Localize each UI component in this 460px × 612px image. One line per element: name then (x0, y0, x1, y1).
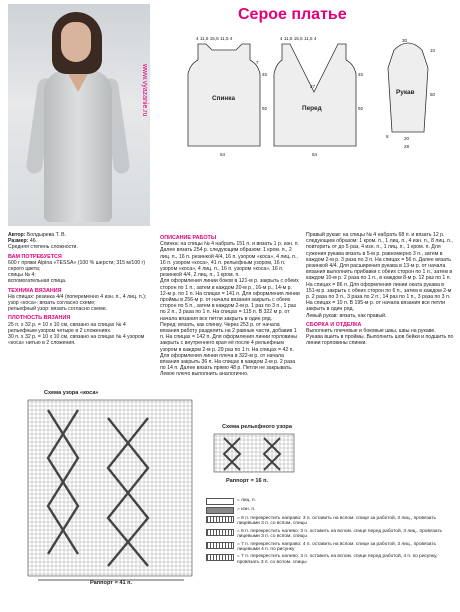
back-bottom-dim: 54 (220, 152, 226, 157)
sleeve-dim-1: 30 (402, 38, 408, 43)
page-title: Серое платье (238, 6, 347, 23)
symbol-legend (206, 498, 458, 567)
legend-item: = изн. п. (206, 507, 458, 514)
front-bottom-dim: 54 (312, 152, 318, 157)
front-neck-dim: 27 (310, 84, 316, 89)
legend-item: = 7 п. перекрестить направо: 4 п. оставить на вспом. спице за работой, 3 лиц., провязать лицевыми 4 п. по рисунку (206, 542, 458, 553)
sleeve-dim-5: 8 (386, 134, 389, 139)
sleeve-dim-6: 28 (404, 144, 410, 149)
back-top-dims: 4 11,5 15,5 11,5 4 (196, 36, 233, 41)
legend-item: = 6 п. перекрестить направо: 3 п. оставить на вспом. спице за работой, 3 лиц., провязать лицевыми 3 п. со вспом. спицы (206, 516, 458, 527)
legend-item: = лиц. п. (206, 498, 458, 505)
back-total-dim: 92 (262, 106, 268, 111)
relief-rapport: Раппорт = 16 п. (226, 478, 269, 484)
sleeve-dim-2: 10 (430, 48, 436, 53)
front-top-dims: 4 11,5 15,5 11,5 4 (280, 36, 317, 41)
technique-heading: ТЕХНИКА ВЯЗАНИЯ (8, 287, 62, 294)
middle-column: ОПИСАНИЕ РАБОТЫ Спинка: на спицы № 4 набрать 151 п. и вязать 1 р. изн. п. Далее вязать 254 р. следующим образом: 1 кром. п., 2 лиц. п., 16 п. резинкой 4/4, 16 п. узором «коса», 4 лиц. п., 16 п. узором «коса», 41 п. рельефным узором, 16 п. узором «коса», 4 лиц. п., 16 п. узором «коса», 16 п. резинкой 4/4, 2 лиц. п., 1 кром. п. Для оформления линии боков в 121-м р. закрыть с обеих сторон по 1 п., затем в каждом 20-м р., 16-м р., 14-м р. 12-м р. по 1 п. На спицах = 141 п. Для оформления линии проймы в 256-м р. от начала вязания закрыть с обеих сторон по 5 п., затем в каждом 2-м р. 1 раз по 3 п., 1 раз по 2 п., 3 раза по 1 п. На спицах = 115 п. В 322 м р. от начала вязания все петли закрыть в один ряд. Перед: вязать, как спинку. Через 253 р. от начала вязания работу разделить на 2 равные части, добавив 1 п. На спицах = 142 п. Для оформления линии горловины закрыть с внутреннего края её после 4 рельефным узором в каждом 2-м р. 29 раз по 1 п. На спицах = 42 п. Для оформления линии плеча в 322-м р. от начала вязания закрыть 36 п. На спицах в каждом 2-м р. 2 раза по 14 п. Далее вязать прямо 48 р. Петли не закрывать. Левое плечо выполнить аналогично. (160, 235, 300, 378)
pattern-schematic (176, 30, 454, 160)
front-piece (274, 44, 356, 146)
relief-chart-title: Схема рельефного узора (222, 424, 292, 430)
sleeve-label: Рукав (396, 89, 415, 96)
right-column: Правый рукав: на спицы № 4 набрать 68 п. и вязать 12 р. следующим образом: 1 кром. п., 1 лиц. п., 4 изн. п., 8 лиц. п., повторить от до 5 раз, 4 изн. п., 1 лиц. п., 1 кром. п. Для сужения рукава вязать в 5-м р. равномерно 3 п., затем в каждом 2-м р. 3 раза по 3 п. На спицах = 56 п. Далее вязать резинкой 4/4. Для расширения рукава в 13-м р. от начала вязания выполнить прибавки с обеих сторон по 1 п., затем в каждом 10-м р. 2 раза по 1 п., в каждом 8-м р. 12 раз по 1 п. На спицах = 86 п. Для оформления линии оката рукава в 151-м р. закрыть с обеих сторон по 6 п., затем в каждом 2-м р. 2 раза по 3 п., 3 раза по 2 п., 14 раз по 1 п., 3 раза по 3 п. На спицах = 10 п. В 195-м р. от начала вязания все петли закрыть в один ряд. Левый рукав: вязать, как правый. СБОРКА И ОТДЕЛКА Выполнить плечевые и боковые швы, швы на рукаве. Рукава вшить в проймы. Выполнить шов бейки и подшить по линии горловины спинки. (306, 232, 454, 347)
back-label: Спинка (212, 95, 236, 102)
photo-side-text: www.vyazanie.ru (141, 64, 148, 117)
sleeve-dim-3: 50 (430, 92, 436, 97)
relief-chart (212, 432, 296, 474)
legend-item: = 6 п. перекрестить налево: 3 п. оставить на вспом. спице перед работой, 3 лиц., провязать лицевыми 3 п. со вспом. спицы (206, 529, 458, 540)
back-side-dim: 45 (262, 72, 268, 77)
back-top-edge: 7 (256, 60, 259, 65)
front-total-dim: 92 (358, 106, 364, 111)
kosa-chart (8, 398, 198, 608)
description-heading: ОПИСАНИЕ РАБОТЫ (160, 235, 217, 241)
sleeve-dim-4: 20 (404, 136, 410, 141)
assembly-heading: СБОРКА И ОТДЕЛКА (306, 321, 362, 328)
front-label: Перед (302, 105, 322, 112)
front-side-dim: 45 (358, 72, 364, 77)
density-heading: ПЛОТНОСТЬ ВЯЗАНИЯ (8, 315, 71, 322)
sleeve-piece (388, 43, 428, 132)
model-photo (8, 4, 150, 226)
kosa-chart-title: Схема узора «коса» (44, 390, 99, 396)
materials-heading: ВАМ ПОТРЕБУЕТСЯ (8, 253, 62, 260)
kosa-rapport: Раппорт = 41 п. (90, 580, 133, 586)
left-column: Автор: Болдырева Т. В. Размер: 46. Средняя степень сложности. ВАМ ПОТРЕБУЕТСЯ 600 г пряжи Alpina «TESSA» (100 % шерсти; 315 м/100 г) серого цвета; спицы № 4; вспомогательная спица. ТЕХНИКА ВЯЗАНИЯ На спицах: резинка 4/4 (попеременно 4 изн. п., 4 лиц. п.); узор «коса»: вязать согласно схеме; рельефный узор: вязать согласно схеме. ПЛОТНОСТЬ ВЯЗАНИЯ 25 п. х 32 р. = 10 х 10 см, связано на спицах № 4 рельефным узором четыре в 2 сложениях. 30 п. х 32 р. = 10 х 10 см, связано на спицах № 4 узором «коса» нитью в 2 сложения. (8, 232, 150, 346)
legend-item: = 7 п. перекрестить налево: 3 п. оставить на вспом. спице перед работой, 4 п. по рисунку, провязать 3 п. со вспом. спицы (206, 554, 458, 565)
